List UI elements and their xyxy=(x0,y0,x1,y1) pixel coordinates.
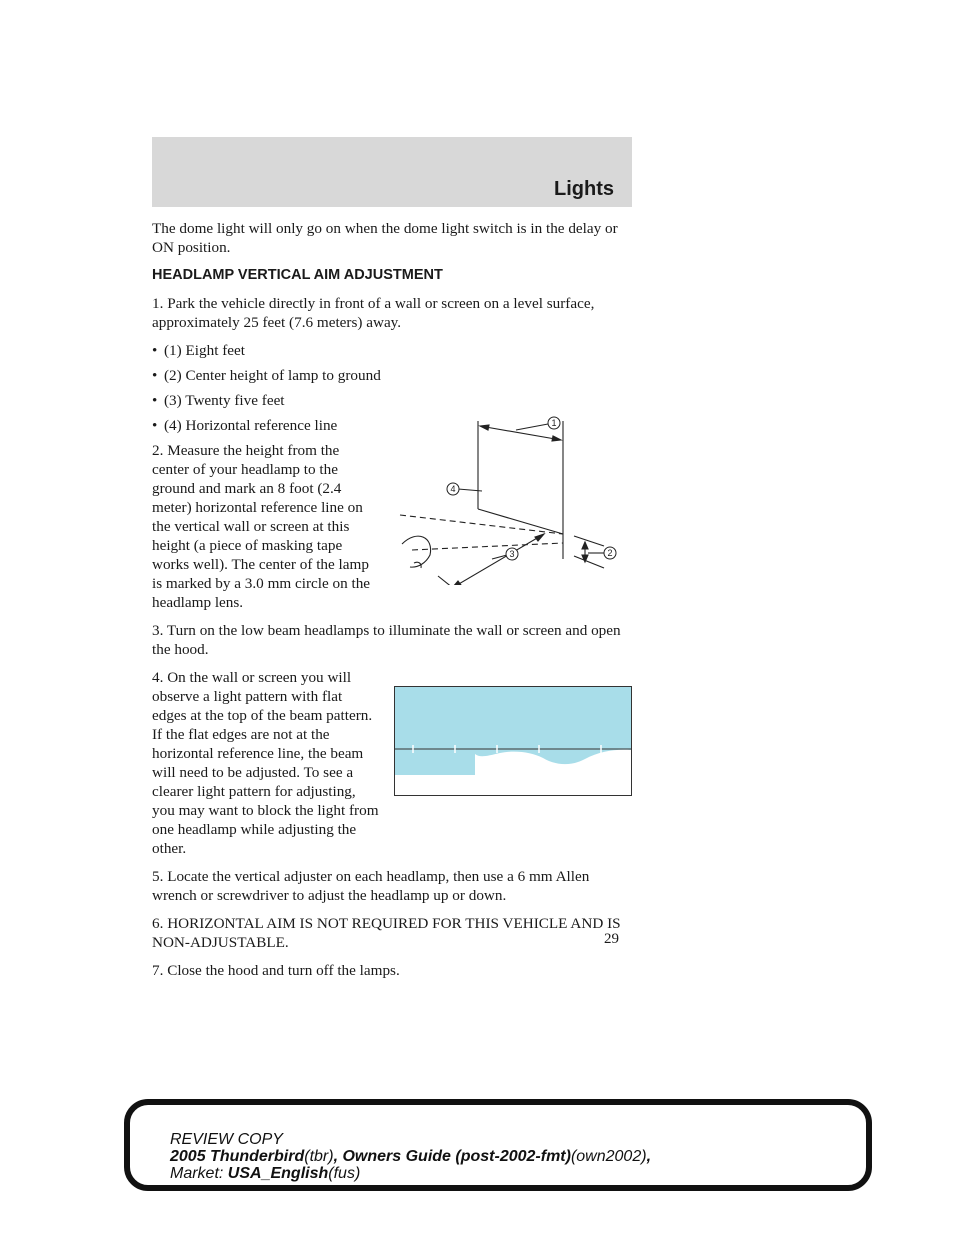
list-item: • (4) Horizontal reference line xyxy=(152,417,338,434)
bullet-marker: • xyxy=(152,417,158,434)
bullet-marker: • xyxy=(152,392,158,409)
step-5: 5. Locate the vertical adjuster on each headlamp, then use a 6 mm Allen wrench or screwdriver to adjust the headlamp up or down. xyxy=(152,868,590,904)
section-header-band xyxy=(152,137,632,207)
step-7: 7. Close the hood and turn off the lamps. xyxy=(152,962,400,979)
wall-bottom-edge xyxy=(478,509,563,534)
list-item: • (3) Twenty five feet xyxy=(152,392,285,409)
page-number: 29 xyxy=(604,931,619,947)
beam-pattern-diagram xyxy=(395,687,631,795)
callout-4: 4 xyxy=(450,484,456,494)
footer-review-copy: REVIEW COPY xyxy=(170,1131,283,1148)
list-item: • (1) Eight feet xyxy=(152,342,245,359)
callout-1: 1 xyxy=(551,418,557,428)
step-1: 1. Park the vehicle directly in front of a wall or screen on a level surface, approximately 25 feet (7.6 meters) away. xyxy=(152,295,595,331)
step-6: 6. HORIZONTAL AIM IS NOT REQUIRED FOR THIS VEHICLE AND IS NON-ADJUSTABLE. xyxy=(152,915,621,951)
bullet-marker: • xyxy=(152,342,158,359)
beam-light-area xyxy=(395,687,631,775)
beam-line-lower xyxy=(412,543,563,550)
footer-line-2: 2005 Thunderbird(tbr), Owners Guide (post-2002-fmt)(own2002), xyxy=(170,1148,652,1165)
step-4-block xyxy=(152,668,632,858)
step-4: 4. On the wall or screen you will observe a light pattern with flat edges at the top of the beam pattern. If the flat edges are not at the horizontal reference line, the beam will need to be adjusted. To see a clearer light pattern for adjusting, you may want to block the light from one headlamp while adjusting the other. xyxy=(152,669,379,857)
review-copy-footer xyxy=(124,1099,872,1191)
callout-2: 2 xyxy=(607,548,613,558)
section-heading: HEADLAMP VERTICAL AIM ADJUSTMENT xyxy=(152,267,443,283)
callout-3: 3 xyxy=(509,549,515,559)
step-3: 3. Turn on the low beam headlamps to illuminate the wall or screen and open the hood. xyxy=(152,622,621,658)
section-title: Lights xyxy=(554,178,614,200)
footer-line-3: Market: USA_English(fus) xyxy=(170,1165,361,1182)
dimension-eight-feet xyxy=(480,426,561,440)
page-content xyxy=(152,219,632,989)
beam-line-upper xyxy=(400,515,563,534)
beam-pattern-figure xyxy=(394,686,632,796)
step-2: 2. Measure the height from the center of your headlamp to the ground and mark an 8 foot (2.4 meter) horizontal reference line on the vertical wall or screen at this height (a piece of masking tape works well). The center of the lamp is marked by a 3.0 mm circle on the headlamp lens. xyxy=(152,442,371,611)
footer-text xyxy=(170,1131,651,1182)
headlamp-aim-diagram xyxy=(392,413,627,585)
list-item: • (2) Center height of lamp to ground xyxy=(152,367,381,384)
dimension-twenty-five-feet xyxy=(452,534,544,585)
intro-paragraph: The dome light will only go on when the dome light switch is in the delay or ON position. xyxy=(152,220,618,256)
bullet-marker: • xyxy=(152,367,158,384)
